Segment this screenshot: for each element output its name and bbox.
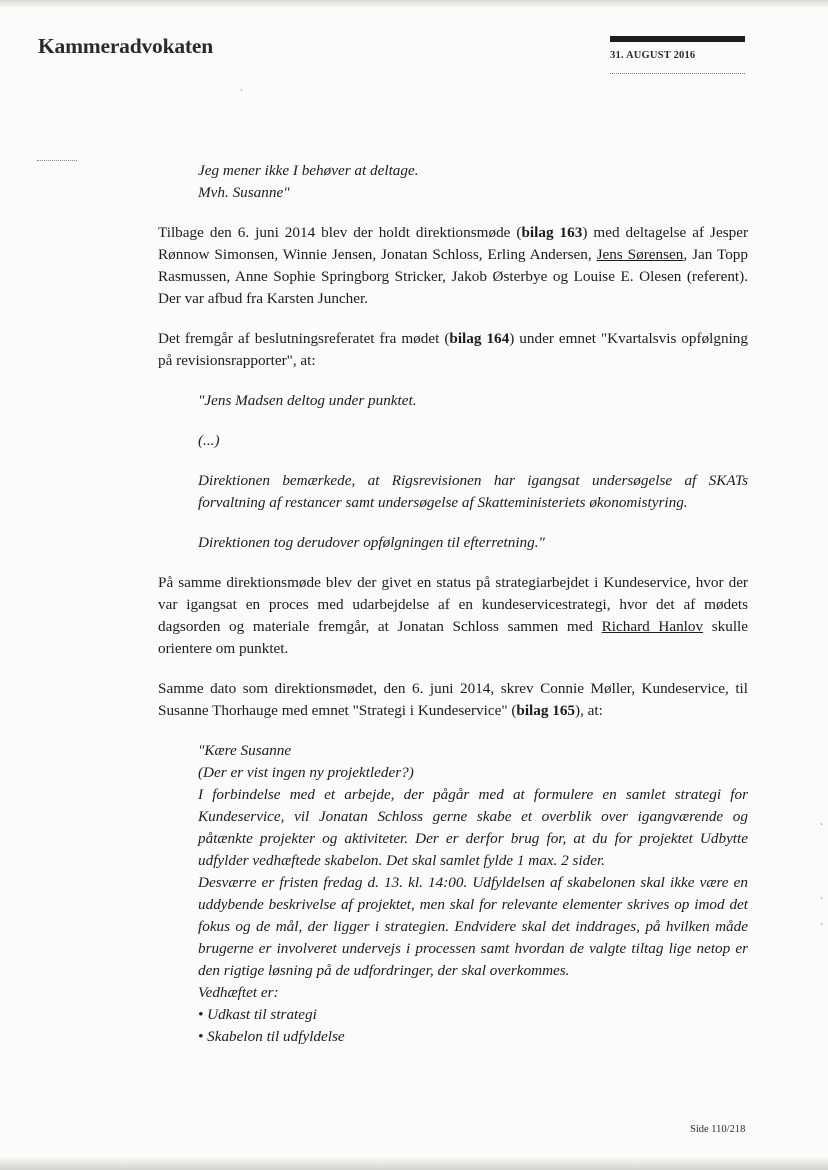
scan-bottom-shadow xyxy=(0,1156,828,1170)
quote-line: Mvh. Susanne" xyxy=(198,184,290,201)
brand-title: Kammeradvokaten xyxy=(38,34,213,58)
scan-speck: ˴ xyxy=(820,918,823,928)
scan-speck: ˴ xyxy=(820,818,823,828)
paragraph: Samme dato som direktionsmødet, den 6. juni 2014, skrev Connie Møller, Kundeservice, til Susanne Thorhauge med emnet "Strategi i Kundeservice" (bilag 165), at: xyxy=(158,680,748,719)
scan-speck: ˴ xyxy=(820,892,823,902)
bullet-item: • Udkast til strategi xyxy=(158,1004,748,1026)
quote-line: Direktionen bemærkede, at Rigsrevisionen har igangsat undersøgelse af SKATs forvaltning af restancer samt undersøgelse af Skatteministeriets økonomistyring. xyxy=(198,472,748,511)
quote-line: "Kære Susanne xyxy=(198,742,292,759)
quote-line: I forbindelse med et arbejde, der pågår med at formulere en samlet strategi for Kundeservice, vil Jonatan Schloss gerne skabe et overblik over igangværende og påtænkte projekter og aktiviteter. Der er derfor brug for, at du for projektet Udbytte udfylder vedhæftede skabelon. Det skal samlet fylde 1 max. 2 sider. xyxy=(198,786,748,869)
quote-line: (...) xyxy=(198,432,220,449)
scan-speck: ˴ xyxy=(240,84,243,94)
date-rule xyxy=(610,73,745,74)
paragraph: Det fremgår af beslutningsreferatet fra mødet (bilag 164) under emnet "Kvartalsvis opfølgning på revisionsrapporter", at: xyxy=(158,330,748,369)
page-number: Side 110/218 xyxy=(690,1124,746,1135)
margin-rule xyxy=(37,160,77,161)
quote-line: Vedhæftet er: xyxy=(198,984,279,1001)
quote-line: Direktionen tog derudover opfølgningen til efterretning." xyxy=(198,534,545,551)
quote-line: Jeg mener ikke I behøver at deltage. xyxy=(198,162,419,179)
scan-top-shadow xyxy=(0,0,828,8)
paragraph: På samme direktionsmøde blev der givet en status på strategiarbejdet i Kundeservice, hvor der var igangsat en proces med udarbejdelse af en kundeservicestrategi, hvor det af mødets dagsorden og materiale fremgår, at Jonatan Schloss sammen med Richard Hanlov skulle orientere om punktet. xyxy=(158,574,748,657)
paragraph: Tilbage den 6. juni 2014 blev der holdt direktionsmøde (bilag 163) med deltagelse af Jesper Rønnow Simonsen, Winnie Jensen, Jonatan Schloss, Erling Andersen, Jens Sørensen, Jan Topp Rasmussen, Anne Sophie Springborg Stricker, Jakob Østerbye og Louise E. Olesen (referent). Der var afbud fra Karsten Juncher. xyxy=(158,224,748,307)
bullet-item: • Skabelon til udfyldelse xyxy=(158,1026,748,1048)
quote-line: "Jens Madsen deltog under punktet. xyxy=(198,392,417,409)
date-bar xyxy=(610,36,745,42)
document-body xyxy=(158,160,748,1048)
quote-line: Desværre er fristen fredag d. 13. kl. 14:00. Udfyldelsen af skabelonen skal ikke være en uddybende beskrivelse af projektet, men skal for relevante elementer skrives op imod det fokus og de mål, der ligger i strategien. Endvidere skal det inddrages, på hvilken måde brugerne er involveret undervejs i processen samt hvordan de valgte tiltag lige netop er den rigtige løsning på de udfordringer, der skal overkommes. xyxy=(198,874,748,979)
document-date: 31. AUGUST 2016 xyxy=(610,50,696,61)
quote-line: (Der er vist ingen ny projektleder?) xyxy=(198,764,414,781)
